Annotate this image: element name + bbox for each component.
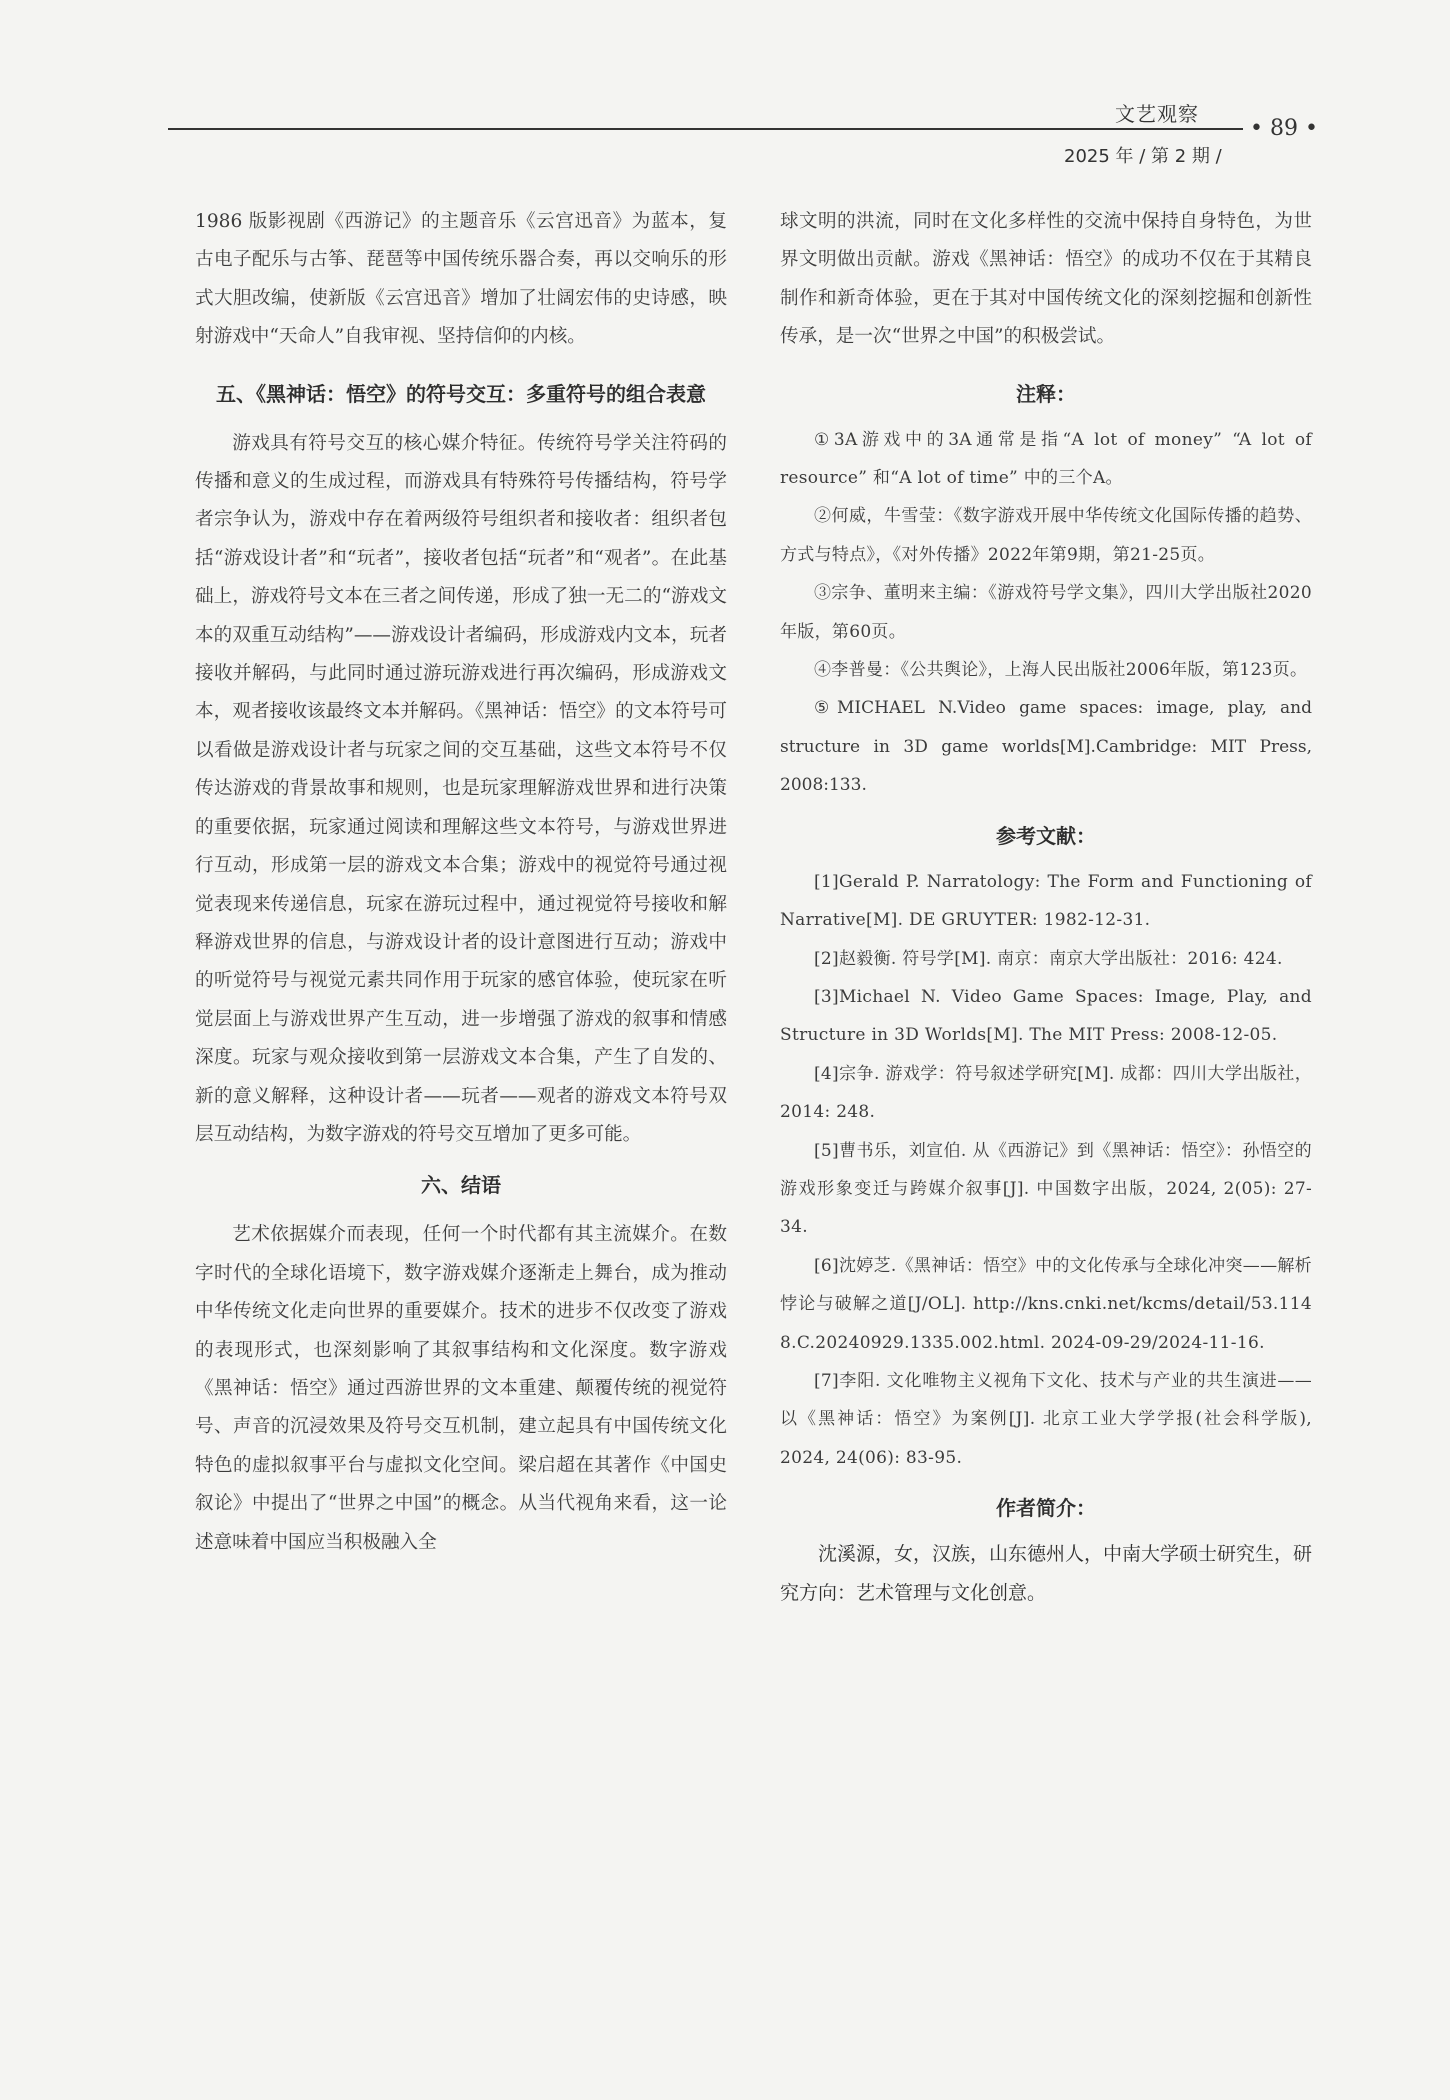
reference-item: [5]曹书乐，刘宣伯. 从《西游记》到《黑神话：悟空》：孙悟空的游戏形象变迁与跨媒介叙事[J]. 中国数字出版，2024, 2(05): 27-34. [780, 1140, 1312, 1238]
left-paragraph-3: 艺术依据媒介而表现，任何一个时代都有其主流媒介。在数字时代的全球化语境下，数字游戏媒介逐渐走上舞台，成为推动中华传统文化走向世界的重要媒介。技术的进步不仅改变了游戏的表现形式，也深刻影响了其叙事结构和文化深度。数字游戏《黑神话：悟空》通过西游世界的文本重建、颠覆传统的视觉符号、声音的沉浸效果及符号交互机制，建立起具有中国传统文化特色的虚拟叙事平台与虚拟文化空间。梁启超在其著作《中国史叙论》中提出了“世界之中国”的概念。从当代视角来看，这一论述意味着中国应当积极融入全 [195, 1224, 727, 1553]
reference-item: [6]沈婷芝.《黑神话：悟空》中的文化传承与全球化冲突——解析悖论与破解之道[J/OL]. http://kns.cnki.net/kcms/detail/53.1148.C.20240929.1335.002.html. 2024-09-29/2024-11-16. [780, 1255, 1312, 1353]
left-paragraph-1: 1986 版影视剧《西游记》的主题音乐《云宫迅音》为蓝本，复古电子配乐与古筝、琵琶等中国传统乐器合奏，再以交响乐的形式大胆改编，使新版《云宫迅音》增加了壮阔宏伟的史诗感，映射游戏中“天命人”自我审视、坚持信仰的内核。 [195, 211, 727, 348]
header-rule [168, 128, 1243, 130]
issue-label: 2025 年 / 第 2 期 / [1064, 146, 1222, 167]
author-bio: 沈溪源，女，汉族，山东德州人，中南大学硕士研究生，研究方向：艺术管理与文化创意。 [780, 1543, 1313, 1604]
section-6-title: 六、结语 [421, 1173, 501, 1198]
reference-item: [4]宗争. 游戏学：符号叙述学研究[M]. 成都：四川大学出版社，2014: 248. [780, 1063, 1312, 1123]
references-title: 参考文献： [996, 823, 1096, 848]
note-item: ④李普曼：《公共舆论》，上海人民出版社2006年版，第123页。 [814, 660, 1308, 681]
right-column [780, 203, 1312, 1612]
note-item: ⑤MICHAEL N.Video game spaces: image, play, and structure in 3D game worlds[M].Cambridge: MIT Press, 2008:133. [780, 698, 1312, 796]
reference-item: [1]Gerald P. Narratology: The Form and Functioning of Narrative[M]. DE GRUYTER: 1982-12-31. [780, 871, 1312, 931]
left-column [195, 203, 727, 1562]
page-number: • 89 • [1250, 116, 1318, 141]
author-bio-title: 作者简介： [996, 1496, 1096, 1521]
note-item: ①3A游戏中的3A通常是指“A lot of money” “A lot of resource” 和“A lot of time” 中的三个A。 [780, 429, 1312, 489]
reference-item: [3]Michael N. Video Game Spaces: Image, Play, and Structure in 3D Worlds[M]. The MIT Press: 2008-12-05. [780, 986, 1312, 1046]
reference-item: [7]李阳. 文化唯物主义视角下文化、技术与产业的共生演进——以《黑神话：悟空》为案例[J]. 北京工业大学学报(社会科学版), 2024, 24(06): 83-95. [780, 1370, 1312, 1468]
note-item: ③宗争、董明来主编：《游戏符号学文集》，四川大学出版社2020年版，第60页。 [780, 583, 1312, 642]
reference-item: [2]赵毅衡. 符号学[M]. 南京：南京大学出版社：2016: 424. [814, 948, 1283, 969]
section-5-title: 五、《黑神话：悟空》的符号交互：多重符号的组合表意 [216, 381, 706, 406]
notes-title: 注释： [1016, 381, 1076, 406]
left-paragraph-2: 游戏具有符号交互的核心媒介特征。传统符号学关注符码的传播和意义的生成过程，而游戏具有特殊符号传播结构，符号学者宗争认为，游戏中存在着两级符号组织者和接收者：组织者包括“游戏设计者”和“玩者”，接收者包括“玩者”和“观者”。在此基础上，游戏符号文本在三者之间传递，形成了独一无二的“游戏文本的双重互动结构”——游戏设计者编码，形成游戏内文本，玩者接收并解码，与此同时通过游玩游戏进行再次编码，形成游戏文本，观者接收该最终文本并解码。《黑神话：悟空》的文本符号可以看做是游戏设计者与玩家之间的交互基础，这些文本符号不仅传达游戏的背景故事和规则，也是玩家理解游戏世界和进行决策的重要依据，玩家通过阅读和理解这些文本符号，与游戏世界进行互动，形成第一层的游戏文本合集；游戏中的视觉符号通过视觉表现来传递信息，玩家在游玩过程中，通过视觉符号接收和解释游戏世界的信息，与游戏设计者的设计意图进行互动；游戏中的听觉符号与视觉元素共同作用于玩家的感官体验，使玩家在听觉层面上与游戏世界产生互动，进一步增强了游戏的叙事和情感深度。玩家与观众接收到第一层游戏文本合集，产生了自发的、新的意义解释，这种设计者——玩者——观者的游戏文本符号双层互动结构，为数字游戏的符号交互增加了更多可能。 [195, 432, 727, 1145]
journal-name: 文艺观察 [1115, 102, 1199, 126]
note-item: ②何威，牛雪莹：《数字游戏开展中华传统文化国际传播的趋势、方式与特点》，《对外传播》2022年第9期，第21-25页。 [780, 506, 1312, 565]
right-paragraph-1: 球文明的洪流，同时在文化多样性的交流中保持自身特色，为世界文明做出贡献。游戏《黑神话：悟空》的成功不仅在于其精良制作和新奇体验，更在于其对中国传统文化的深刻挖掘和创新性传承，是一次“世界之中国”的积极尝试。 [780, 211, 1312, 348]
